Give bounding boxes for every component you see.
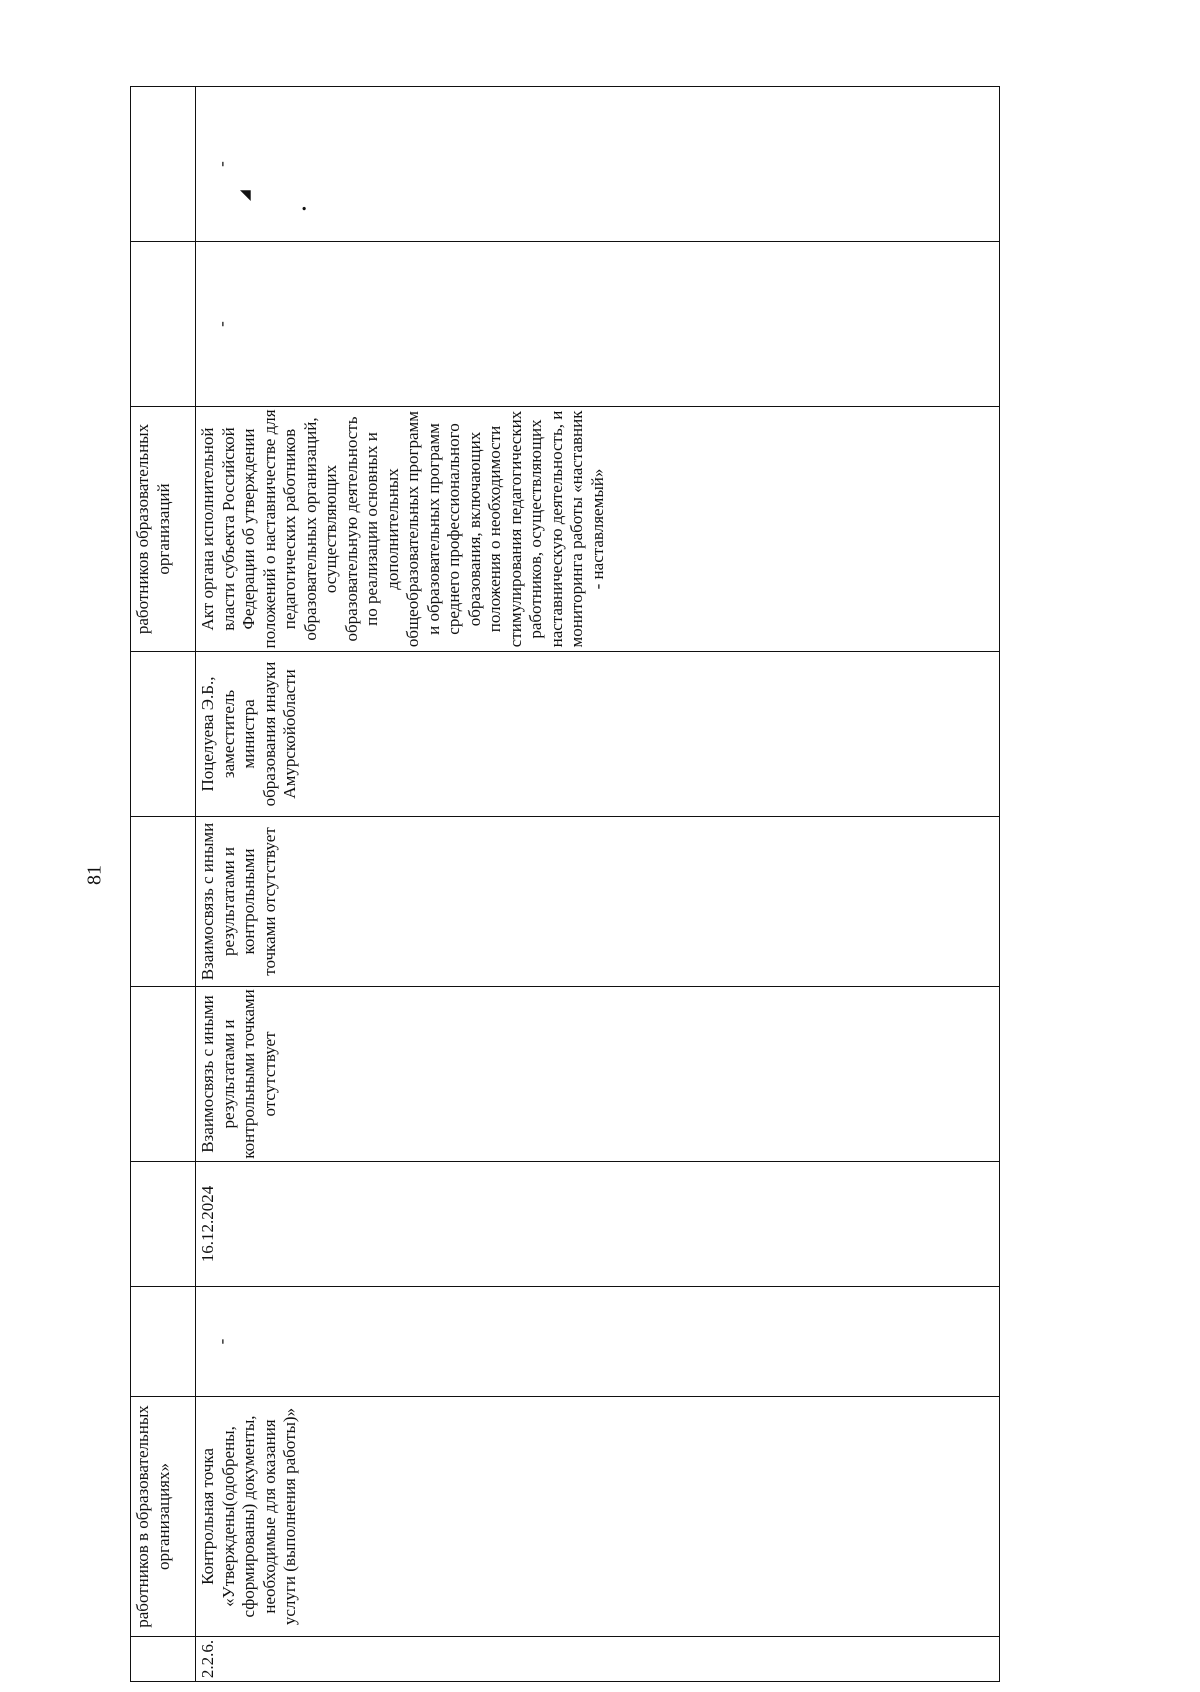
ink-mark: ◢: [238, 190, 253, 201]
table-cell: [131, 242, 196, 407]
table-row: [196, 87, 1000, 1682]
result-document: Акт органа исполнительной власти субъекта Российской Федерации об утверждении положений о наставничестве для педагогических работников образовательных организаций, осуществляющих образовательную деятельность по реализации основных и дополнительных общеобразовательных программ и образовательных программ среднего профессионального образования, включающих положения о необходимости стимулирования педагогических работников, осуществляющих наставническую деятельность, и мониторинга работы «наставник - наставляемый»: [196, 407, 1000, 652]
table-cell: [131, 817, 196, 987]
control-point-name: Контрольная точка «Утверждены(одобрены, сформированы) документы, необходимые для оказания услуги (выполнения работы)»: [196, 1397, 1000, 1637]
table-continuation-row: [131, 87, 196, 1682]
table-cell: [131, 1637, 196, 1682]
table-cell: [131, 87, 196, 242]
page-number: 81: [83, 865, 106, 885]
responsible-person: Поцелуева Э.Б., заместитель министра образования инауки Амурскойобласти: [196, 652, 1000, 817]
table-cell: [131, 1162, 196, 1287]
row-number: 2.2.6.: [196, 1637, 1000, 1682]
table-cell: [131, 1287, 196, 1397]
plan-table: [130, 87, 1000, 1682]
information-system: -: [196, 242, 1000, 407]
ink-mark: •: [298, 206, 313, 211]
table-cell: [131, 652, 196, 817]
start-date: -: [196, 1287, 1000, 1397]
predecessors: Взаимосвязь с иными результатами и контрольными точками отсутствует: [196, 987, 1000, 1162]
table-cell: работников в образовательных организациях»: [131, 1397, 196, 1637]
successors: Взаимосвязь с иными результатами и контрольными точками отсутствует: [196, 817, 1000, 987]
table-cell: [131, 987, 196, 1162]
table-cell: работников образовательных организаций: [131, 407, 196, 652]
end-date: 16.12.2024: [196, 1162, 1000, 1287]
completion-mark: - ◢ •: [196, 87, 1000, 242]
